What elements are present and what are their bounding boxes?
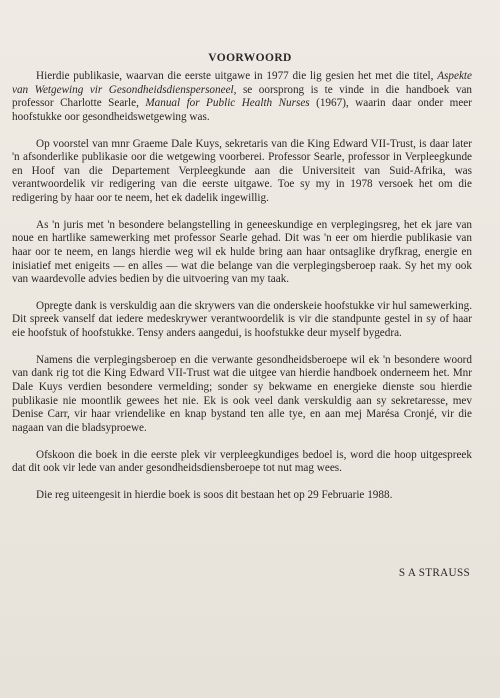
paragraph-4 bbox=[12, 300, 472, 341]
foreword-body bbox=[12, 70, 472, 516]
italic-title-text: Aspekte van Wetgewing vir Gesondheidsdienspersoneel bbox=[12, 70, 472, 96]
paragraph-text: As 'n juris met 'n besondere belangstelling in geneeskundige en verplegingsreg, het ek jare van noue en hartlike samewerking met professor Searle gehad. Dit was 'n eer om hierdie publikasie van haar oor te neem, en langs hierdie weg wil ek hulde bring aan haar ontsaglike dryfkrag, energie en inisiatief met enigeits — en alles — wat die belange van die verplegingsberoep raak. Sy het my ook van waardevolle advies bedien by die uitvoering van my taak. bbox=[12, 218, 472, 286]
paragraph-5 bbox=[12, 354, 472, 436]
paragraph-text: Hierdie publikasie, waarvan die eerste uitgawe in 1977 die lig gesien het met die titel, bbox=[36, 70, 438, 82]
paragraph-2 bbox=[12, 138, 472, 206]
paragraph-text: , se oorsprong is te vinde in die handboek van professor Charlotte Searle, bbox=[12, 83, 472, 110]
paragraph-1 bbox=[12, 70, 472, 124]
italic-title-text: Manual for Public Health Nurses bbox=[145, 97, 310, 110]
paragraph-text: Namens die verplegingsberoep en die verwante gesondheidsberoepe wil ek 'n besondere woord van dank rig tot die King Edward VII-Trust wat die uitgee van hierdie handboek onderneem het. Mnr Dale Kuys verdien besondere vermelding; sonder sy bekwame en energieke dienste sou hierdie publikasie nie moontlik gewees het nie. Ek is ook veel dank verskuldig aan sy sekretaresse, mev Denise Carr, vir haar vriendelike en knap bystand ten alle tye, en aan mej Marésa Cronjé, vir die nagaan van die bladsyproewe. bbox=[12, 353, 472, 434]
paragraph-6 bbox=[12, 449, 472, 476]
paragraph-text: Ofskoon die boek in die eerste plek vir verpleegkundiges bedoel is, word die hoop uitgespreek dat dit ook vir lede van ander gesondheidsdiensberoepe tot nut mag wees. bbox=[12, 448, 472, 475]
date-line: Die reg uiteengesit in hierdie boek is soos dit bestaan het op 29 Februarie 1988. bbox=[36, 488, 393, 501]
author-signature: S A STRAUSS bbox=[398, 567, 470, 579]
paragraph-text: Op voorstel van mnr Graeme Dale Kuys, sekretaris van die King Edward VII-Trust, is daar later 'n afsonderlike publikasie oor die wetgewing voorberei. Professor Searle, professor in Verpleegkunde en Hoof van die Departement Verpleegkunde aan die Universiteit van Suid-Afrika, was verantwoordelik vir redigering van die eerste uitgawe. Toe sy my in 1978 versoek het om die redigering by haar oor te neem, het ek dadelik ingewillig. bbox=[12, 137, 472, 204]
paragraph-text: Opregte dank is verskuldig aan die skrywers van die onderskeie hoofstukke vir hul samewerking. Dit spreek vanself dat iedere medeskrywer verantwoordelik is vir die standpunte gestel in sy of haar eie hoofstuk of hoofstukke. Tensy anders aangedui, is hoofstukke deur myself bygedra. bbox=[12, 299, 472, 340]
paragraph-3 bbox=[12, 219, 472, 287]
page-title: VOORWOORD bbox=[208, 52, 292, 64]
paragraph-text: (1967), waarin daar onder meer hoofstukke oor gesondheidswetgewing was. bbox=[12, 97, 472, 123]
